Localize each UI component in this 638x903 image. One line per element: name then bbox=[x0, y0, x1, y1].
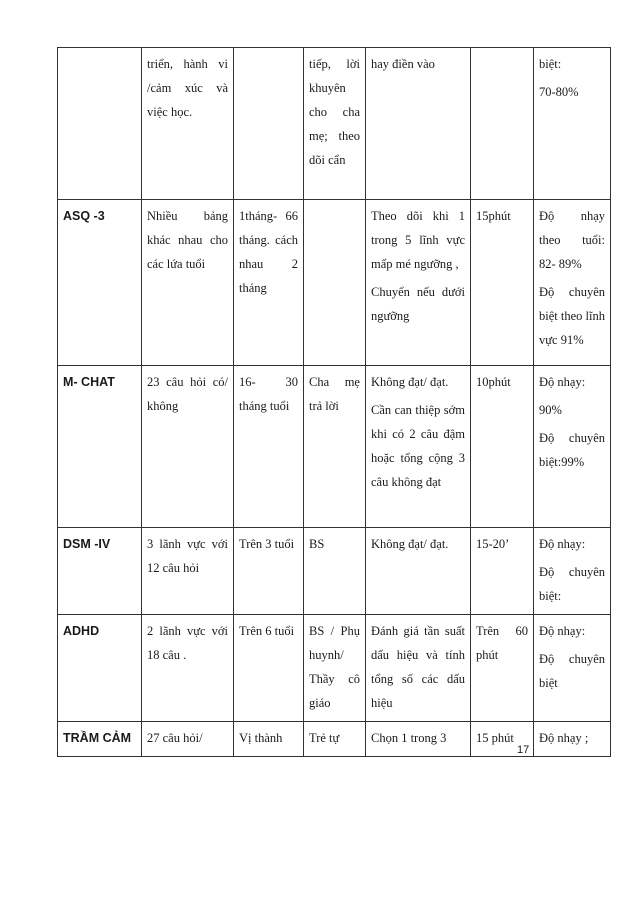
table-cell bbox=[366, 200, 471, 366]
cell-text: 1tháng- 66 tháng. cách nhau 2 tháng bbox=[239, 209, 298, 295]
table-row bbox=[58, 366, 611, 528]
table-cell bbox=[304, 48, 366, 200]
table-cell bbox=[534, 200, 611, 366]
table-cell bbox=[234, 722, 304, 757]
table-cell bbox=[366, 366, 471, 528]
table-row bbox=[58, 528, 611, 615]
table-cell bbox=[304, 615, 366, 722]
cell-text: 16- 30 tháng tuổi bbox=[239, 375, 298, 413]
table-cell bbox=[366, 48, 471, 200]
cell-text: Chọn 1 trong 3 bbox=[371, 731, 447, 745]
cell-text: biệt: bbox=[539, 57, 562, 71]
cell-text: Không đạt/ đạt. bbox=[371, 537, 449, 551]
cell-text: 15-20’ bbox=[476, 537, 510, 551]
cell-text: Trên 60 phút bbox=[476, 624, 528, 662]
table-cell bbox=[142, 200, 234, 366]
table-cell bbox=[534, 366, 611, 528]
cell-text: 23 câu hỏi có/ không bbox=[147, 375, 228, 413]
table-cell bbox=[304, 366, 366, 528]
cell-text: Không đạt/ đạt. bbox=[371, 375, 449, 389]
cell-text: tiếp, lời khuyên cho cha mẹ; theo dõi cẩn bbox=[309, 57, 360, 167]
table-cell bbox=[304, 200, 366, 366]
row-label: ADHD bbox=[58, 615, 142, 722]
cell-text: 70-80% bbox=[539, 85, 579, 99]
table-row bbox=[58, 48, 611, 200]
cell-text: Cha mẹ trả lời bbox=[309, 375, 360, 413]
cell-text: Chuyển nếu dưới ngưỡng bbox=[371, 285, 465, 323]
cell-text: Nhiều bảng khác nhau cho các lứa tuổi bbox=[147, 209, 228, 271]
cell-text: Độ chuyên biệt:99% bbox=[539, 431, 605, 469]
table-cell bbox=[234, 366, 304, 528]
cell-text: Đánh giá tần suất dấu hiệu và tính tổng số các dấu hiệu bbox=[371, 624, 465, 710]
cell-text: 15 phút bbox=[476, 731, 514, 745]
cell-text: BS / Phụ huynh/ Thầy cô giáo bbox=[309, 624, 360, 710]
screening-tools-table bbox=[57, 47, 611, 757]
cell-text: 3 lãnh vực với 12 câu hỏi bbox=[147, 537, 228, 575]
table-cell bbox=[471, 200, 534, 366]
table-cell bbox=[142, 366, 234, 528]
table-cell bbox=[471, 615, 534, 722]
table-cell bbox=[471, 366, 534, 528]
cell-text: Độ nhạy ; bbox=[539, 731, 589, 745]
cell-text: Trên 3 tuổi bbox=[239, 537, 295, 551]
table-cell bbox=[142, 48, 234, 200]
cell-text: 10phút bbox=[476, 375, 511, 389]
table-cell bbox=[304, 528, 366, 615]
page-number: 17 bbox=[517, 744, 530, 756]
table-cell bbox=[234, 200, 304, 366]
table-cell bbox=[534, 615, 611, 722]
cell-text: triển, hành vi /cảm xúc và việc học. bbox=[147, 57, 228, 119]
cell-text: Độ nhạy theo tuổi: 82- 89% bbox=[539, 209, 605, 271]
cell-text: Trẻ tự bbox=[309, 731, 340, 745]
table-cell bbox=[234, 48, 304, 200]
table-cell bbox=[142, 615, 234, 722]
row-label: TRẦM CẢM bbox=[58, 722, 142, 757]
cell-text: 90% bbox=[539, 403, 562, 417]
table-cell bbox=[534, 722, 611, 757]
table-cell bbox=[142, 528, 234, 615]
table-row bbox=[58, 615, 611, 722]
table-cell bbox=[471, 48, 534, 200]
cell-text: Độ chuyên biệt bbox=[539, 652, 605, 690]
row-label: M- CHAT bbox=[58, 366, 142, 528]
cell-text: Độ nhạy: bbox=[539, 624, 586, 638]
cell-text: Độ chuyên biệt theo lĩnh vực 91% bbox=[539, 285, 605, 347]
row-label: ASQ -3 bbox=[58, 200, 142, 366]
cell-text: Độ chuyên biệt: bbox=[539, 565, 605, 603]
row-label bbox=[58, 48, 142, 200]
table-cell bbox=[234, 528, 304, 615]
cell-text: Theo dõi khi 1 trong 5 lĩnh vực mấp mé ngưỡng , bbox=[371, 209, 465, 271]
table-row bbox=[58, 200, 611, 366]
table-cell bbox=[366, 722, 471, 757]
table-cell bbox=[471, 528, 534, 615]
cell-text: 2 lãnh vực với 18 câu . bbox=[147, 624, 228, 662]
cell-text: Cần can thiệp sớm khi có 2 câu đậm hoặc tổng cộng 3 câu không đạt bbox=[371, 403, 465, 489]
cell-text: hay điền vào bbox=[371, 57, 435, 71]
table-cell bbox=[142, 722, 234, 757]
cell-text: Độ nhạy: bbox=[539, 537, 586, 551]
table-cell bbox=[534, 48, 611, 200]
cell-text: 15phút bbox=[476, 209, 511, 223]
cell-text: Trên 6 tuổi bbox=[239, 624, 295, 638]
table-cell bbox=[304, 722, 366, 757]
cell-text: Độ nhạy: bbox=[539, 375, 586, 389]
row-label: DSM -IV bbox=[58, 528, 142, 615]
table-cell bbox=[366, 615, 471, 722]
cell-text: BS bbox=[309, 537, 325, 551]
table-cell bbox=[234, 615, 304, 722]
table-cell bbox=[366, 528, 471, 615]
cell-text: 27 câu hỏi/ bbox=[147, 731, 203, 745]
cell-text: Vị thành bbox=[239, 731, 283, 745]
table-cell bbox=[534, 528, 611, 615]
